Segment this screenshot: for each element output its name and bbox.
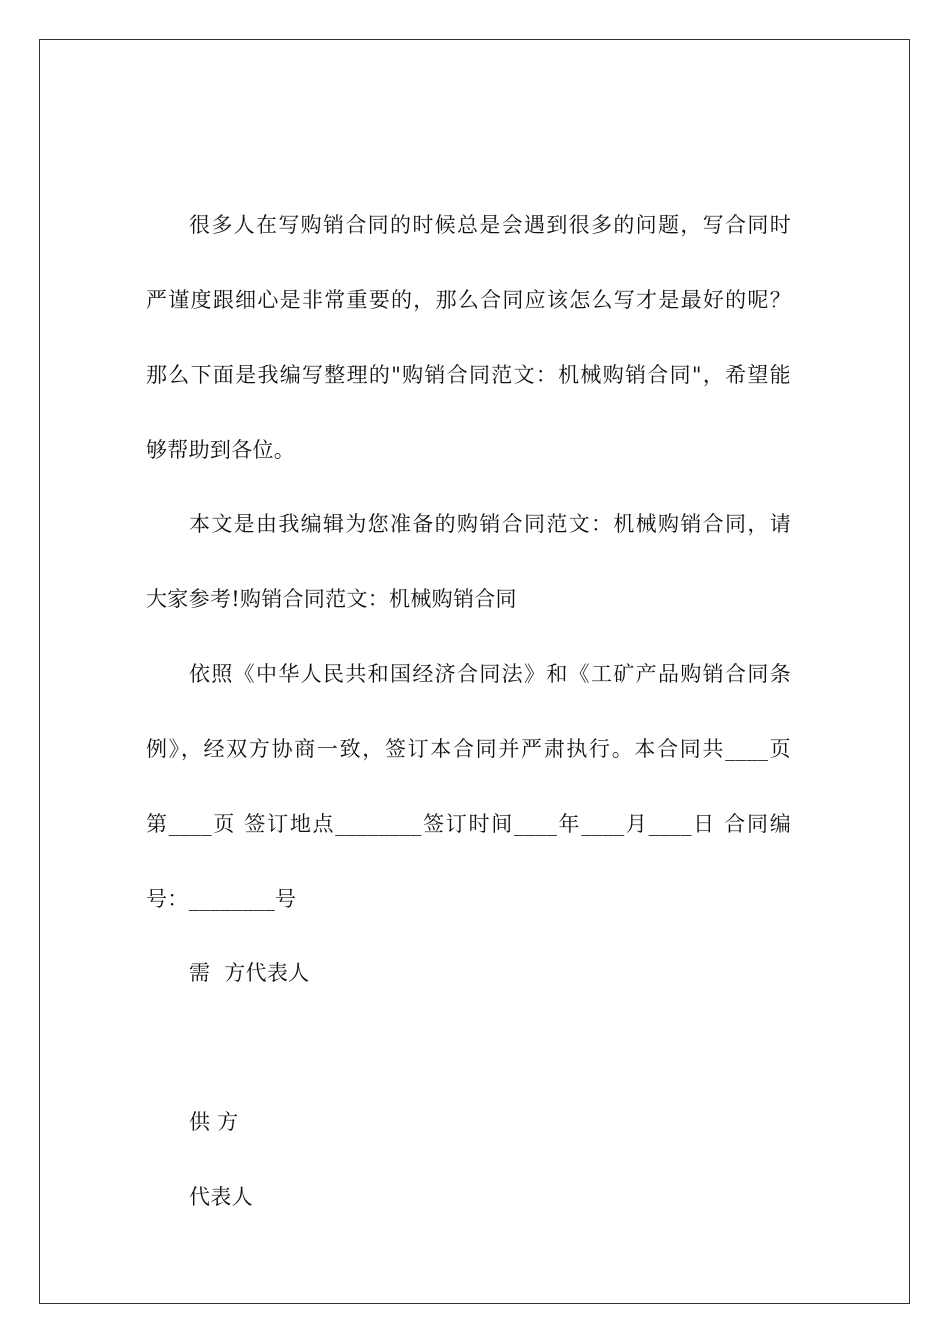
buyer-representative: 需 方代表人 (189, 961, 310, 985)
paragraph-1-line-2: 严谨度跟细心是非常重要的，那么合同应该怎么写才是最好的呢？ (146, 288, 791, 312)
paragraph-3-line-4: 号：________号 (146, 887, 297, 911)
seller-label: 供 方 (189, 1110, 239, 1134)
paragraph-2-line-2: 大家参考!购销合同范文：机械购销合同 (146, 587, 517, 611)
seller-representative: 代表人 (189, 1185, 253, 1209)
paragraph-3-line-1: 依照《中华人民共和国经济合同法》和《工矿产品购销合同条 (189, 662, 791, 686)
paragraph-3-line-2: 例》，经双方协商一致，签订本合同并严肃执行。本合同共____页 (146, 737, 791, 761)
paragraph-3-line-3: 第____页 签订地点________签订时间____年____月____日 合同编 (146, 812, 791, 836)
paragraph-1-line-1: 很多人在写购销合同的时候总是会遇到很多的问题，写合同时 (189, 213, 791, 237)
paragraph-1-line-4: 够帮助到各位。 (146, 438, 296, 462)
paragraph-2-line-1: 本文是由我编辑为您准备的购销合同范文：机械购销合同，请 (189, 512, 791, 536)
paragraph-1-line-3: 那么下面是我编写整理的"购销合同范文：机械购销合同"，希望能 (146, 363, 791, 387)
